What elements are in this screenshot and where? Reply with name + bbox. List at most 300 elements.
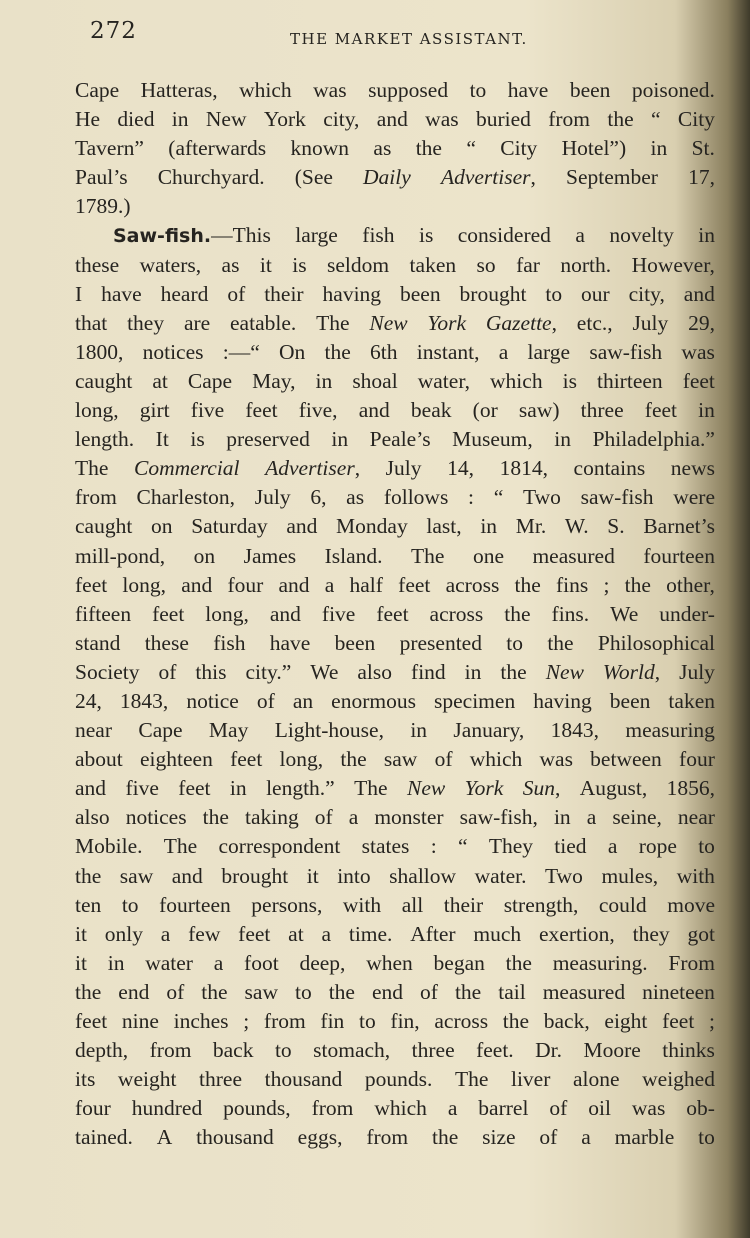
word: considered (457, 223, 551, 248)
word: a (498, 339, 509, 364)
word: to (506, 630, 524, 655)
word: four (75, 1096, 111, 1121)
text-line (75, 483, 715, 512)
text-line (75, 716, 715, 745)
word: weight (117, 1067, 177, 1092)
word: New (406, 776, 446, 801)
word: in (650, 136, 668, 161)
word: May (208, 718, 249, 743)
word: Saturday (191, 514, 268, 539)
word: to (698, 834, 715, 859)
word: enormous (331, 688, 416, 713)
text-line (75, 163, 715, 192)
word: from (548, 107, 591, 132)
word: from (149, 1038, 192, 1063)
text-line (75, 658, 715, 687)
word: (afterwards (168, 136, 267, 161)
word: On (279, 339, 306, 364)
word: which (374, 1096, 427, 1121)
word: saw) (518, 398, 560, 423)
word: of (256, 688, 275, 713)
word: New (545, 659, 584, 684)
word: York (464, 776, 504, 801)
word: stand (75, 630, 121, 655)
word: large (527, 339, 571, 364)
word: strength, (503, 892, 579, 917)
word: the (328, 979, 355, 1004)
word: a (324, 572, 335, 597)
word: The (354, 776, 388, 801)
word: have (269, 630, 311, 655)
word: have (101, 281, 142, 306)
word: the (75, 863, 102, 888)
word: July (679, 659, 715, 684)
word: depth, (75, 1038, 129, 1063)
word: and (269, 601, 301, 626)
word: the (201, 979, 228, 1004)
word: correspondent (218, 834, 341, 859)
word: feet (75, 572, 108, 597)
word: eatable. (230, 310, 297, 335)
word: 1789.) (75, 194, 131, 219)
word: having (533, 688, 592, 713)
word: 6, (310, 485, 327, 510)
word: supposed (368, 78, 449, 102)
word: been (400, 281, 441, 306)
text-line (75, 338, 715, 367)
word: 24, (75, 688, 102, 713)
word: back, (543, 1009, 590, 1033)
word: it (75, 921, 87, 946)
word: large (295, 223, 338, 248)
word: Peale’s (369, 427, 431, 452)
word: fourteen (643, 543, 715, 568)
word: five (125, 776, 159, 801)
word: tail (498, 979, 526, 1004)
word: in (698, 398, 715, 423)
word: could (598, 892, 647, 917)
text-line (75, 745, 715, 774)
text-line (75, 1065, 715, 1094)
word: to (274, 1038, 292, 1063)
word: beak (410, 398, 452, 423)
text-line (75, 1123, 715, 1152)
word: long, (122, 572, 167, 597)
text-line (75, 832, 715, 861)
word: about (75, 747, 123, 772)
word: 1814, (499, 456, 548, 481)
text-line (75, 309, 715, 338)
word: feet (682, 368, 715, 393)
word: eighteen (140, 747, 213, 772)
word: The (411, 543, 445, 568)
word: on (193, 543, 216, 568)
word: Churchyard. (157, 165, 265, 190)
word: saw-fish (589, 339, 663, 364)
word: New (369, 310, 408, 335)
word: known (290, 136, 350, 161)
word: in (480, 514, 498, 539)
word: Cape (75, 78, 120, 102)
word: fish (213, 630, 246, 655)
word: From (668, 950, 715, 975)
word: is (292, 252, 307, 277)
word: in (464, 659, 482, 684)
word: as (346, 485, 365, 510)
word: feet (398, 572, 431, 597)
word: Light-house, (274, 718, 384, 743)
word: buried (475, 107, 531, 132)
word: the (504, 601, 531, 626)
word: We (310, 659, 339, 684)
word: measuring. (552, 950, 648, 975)
word: at (152, 368, 168, 393)
word: feet (230, 747, 263, 772)
text-line (75, 76, 715, 105)
word: specimen (434, 688, 516, 713)
word: : (468, 485, 475, 510)
word: exertion, (538, 921, 615, 946)
word: caught (75, 514, 133, 539)
word: ob- (686, 1096, 715, 1121)
word: length.” (266, 776, 335, 801)
word: instant, (416, 339, 480, 364)
word: was (313, 78, 347, 102)
text-line (75, 454, 715, 483)
word: an (292, 688, 314, 713)
word: a (348, 805, 359, 830)
text-line (75, 280, 715, 309)
word: feet (644, 398, 678, 423)
word: got (687, 921, 715, 946)
word: Mobile. (75, 834, 143, 859)
word: long, (75, 398, 119, 423)
word: ; (243, 1009, 250, 1033)
word: are (183, 310, 211, 335)
word: Barnet’s (643, 514, 715, 539)
word: have (507, 78, 549, 102)
word: size (482, 1125, 516, 1150)
word: the (340, 747, 367, 772)
word: brought (459, 281, 527, 306)
word: was (681, 339, 715, 364)
word: Hatteras, (140, 78, 218, 102)
word: also (75, 805, 110, 830)
word: We (610, 601, 639, 626)
word: Philadelphia.” (592, 427, 715, 452)
word: the (505, 950, 532, 975)
word: (or (472, 398, 498, 423)
word: feet (376, 601, 409, 626)
word: Saw-fish.—This (113, 223, 271, 248)
word: 1856, (666, 776, 715, 801)
word: deep, (299, 950, 346, 975)
word: last, (426, 514, 462, 539)
word: time. (348, 921, 393, 946)
word: oil (588, 1096, 611, 1121)
word: Philosophical (597, 630, 715, 655)
word: taking (244, 805, 299, 830)
word: a (607, 834, 618, 859)
word: The (454, 1067, 489, 1092)
word: these (144, 630, 189, 655)
word: inches (173, 1009, 229, 1033)
word: as (221, 252, 240, 277)
word: end (371, 979, 404, 1004)
word: which (239, 78, 292, 102)
word: across (429, 601, 484, 626)
word: tained. (75, 1125, 133, 1150)
word: York (263, 107, 306, 132)
word: five, (298, 398, 338, 423)
word: rope (638, 834, 677, 859)
word: waters, (139, 252, 202, 277)
word: five (190, 398, 225, 423)
word: of (158, 659, 177, 684)
word: pounds, (223, 1096, 291, 1121)
word: this (195, 659, 227, 684)
body-text (75, 76, 715, 1152)
word: been (334, 630, 376, 655)
word: the (607, 107, 634, 132)
word: the (547, 630, 574, 655)
word: one (472, 543, 504, 568)
word: long, (205, 601, 249, 626)
word: follows (383, 485, 449, 510)
word: so (476, 252, 496, 277)
word: long, (279, 747, 324, 772)
word: 17, (688, 165, 715, 190)
word: nine (121, 1009, 159, 1033)
word: notices (142, 339, 204, 364)
word: Cape (138, 718, 183, 743)
word: to (358, 1009, 376, 1033)
word: a (575, 223, 585, 248)
word: The (75, 456, 109, 481)
word: However, (631, 252, 715, 277)
word: find (411, 659, 446, 684)
word: liver (510, 1067, 551, 1092)
word: caught (75, 368, 133, 393)
word: 1800, (75, 339, 124, 364)
word: Commercial (134, 456, 240, 481)
word: notices (125, 805, 187, 830)
text-line (75, 774, 715, 803)
word: stomach, (313, 1038, 391, 1063)
word: marble (614, 1125, 675, 1150)
word: saw-fish, (459, 805, 538, 830)
word: novelty (609, 223, 674, 248)
word: July (254, 485, 291, 510)
word: City (500, 136, 538, 161)
word: ; (603, 572, 610, 597)
word: mill-pond, (75, 543, 166, 568)
word: They (488, 834, 533, 859)
word: a (321, 921, 332, 946)
word: S. (607, 514, 625, 539)
word: of (227, 281, 246, 306)
word: to (698, 1125, 715, 1150)
word: persons, (251, 892, 323, 917)
word: between (590, 747, 662, 772)
word: Two (523, 485, 561, 510)
word: in (554, 427, 572, 452)
word: A (156, 1125, 173, 1150)
word: York (427, 310, 467, 335)
word: news (670, 456, 715, 481)
word: their (264, 281, 304, 306)
word: into (337, 863, 371, 888)
word: nineteen (642, 979, 715, 1004)
word: barrel (478, 1096, 529, 1121)
word: girt (139, 398, 170, 423)
word: city, (323, 107, 360, 132)
word: they (632, 921, 670, 946)
word: from (75, 485, 117, 510)
word: 14, (447, 456, 474, 481)
word: January, (453, 718, 525, 743)
word: the (454, 979, 482, 1004)
word: and (171, 863, 203, 888)
word: fin, (390, 1009, 420, 1033)
word: thirteen (596, 368, 663, 393)
word: Paul’s (75, 165, 128, 190)
word: and (376, 107, 408, 132)
word: shoal (352, 368, 398, 393)
word: hundred (131, 1096, 203, 1121)
subheading: Saw-fish. (113, 225, 212, 248)
word: the (415, 136, 442, 161)
word: Museum, (452, 427, 533, 452)
word: is (190, 427, 205, 452)
word: weighed (642, 1067, 715, 1092)
word: and (278, 572, 310, 597)
word: and (181, 572, 213, 597)
text-line (75, 134, 715, 163)
word: their (443, 892, 484, 917)
word: having (322, 281, 382, 306)
word: across (434, 1009, 489, 1033)
word: also (357, 659, 393, 684)
word: Daily (363, 165, 411, 190)
word: the (431, 1125, 459, 1150)
word: 1843, (550, 718, 599, 743)
word: to (469, 78, 487, 102)
word: under- (659, 601, 715, 626)
text-line (75, 425, 715, 454)
word: measured (542, 979, 626, 1004)
word: and (286, 514, 318, 539)
word: July (385, 456, 422, 481)
word: the (500, 659, 527, 684)
word: City (677, 107, 715, 132)
word: of (166, 979, 185, 1004)
word: fin (320, 1009, 345, 1033)
word: city, (628, 281, 665, 306)
word: been (569, 78, 611, 102)
word: and (75, 776, 107, 801)
word: measured (532, 543, 615, 568)
word: Dr. (535, 1038, 563, 1063)
word: in (171, 107, 189, 132)
word: July (632, 310, 669, 335)
word: ten (75, 892, 102, 917)
word: they (127, 310, 165, 335)
word: in (410, 718, 428, 743)
word: mules, (601, 863, 659, 888)
word: thousand (196, 1125, 274, 1150)
word: which (490, 368, 543, 393)
word: feet. (476, 1038, 514, 1063)
word: in (331, 427, 349, 452)
word: August, (579, 776, 648, 801)
word: of (314, 805, 333, 830)
word: poisoned. (631, 78, 715, 102)
word: Society (75, 659, 140, 684)
word: been (609, 688, 651, 713)
text-line (75, 803, 715, 832)
word: etc., (576, 310, 613, 335)
word: with (342, 892, 382, 917)
word: heard (160, 281, 209, 306)
word: I (75, 281, 83, 306)
word: “ (466, 136, 476, 161)
word: preserved (226, 427, 310, 452)
word: September (566, 165, 658, 190)
word: After (410, 921, 456, 946)
word: with (676, 863, 715, 888)
word: back (212, 1038, 254, 1063)
word: much (473, 921, 522, 946)
word: ; (709, 1009, 715, 1033)
text-line (75, 862, 715, 891)
text-line (75, 891, 715, 920)
word: to (294, 979, 312, 1004)
word: Sun, (522, 776, 561, 801)
word: three (199, 1067, 243, 1092)
word: measuring (625, 718, 715, 743)
word: alone (572, 1067, 620, 1092)
word: states (361, 834, 410, 859)
word: it (75, 950, 87, 975)
word: fourteen (159, 892, 231, 917)
text-line (75, 1036, 715, 1065)
word: Moore (583, 1038, 641, 1063)
text-line (75, 949, 715, 978)
word: Two (545, 863, 583, 888)
word: brought (221, 863, 289, 888)
word: The (316, 310, 350, 335)
word: Cape (187, 368, 233, 393)
word: city.” (245, 659, 292, 684)
word: It (155, 427, 169, 452)
page-number: 272 (90, 18, 137, 44)
running-title: THE MARKET ASSISTANT. (290, 30, 528, 48)
word: fish (362, 223, 395, 248)
word: length. (75, 427, 135, 452)
word: a (213, 950, 224, 975)
word: water. (474, 863, 527, 888)
word: thinks (662, 1038, 715, 1063)
word: water, (417, 368, 470, 393)
word: three (411, 1038, 455, 1063)
text-line (75, 396, 715, 425)
text-line (75, 1094, 715, 1123)
word: Charleston, (136, 485, 236, 510)
word: of (420, 979, 438, 1004)
word: presented (399, 630, 482, 655)
word: notice (186, 688, 239, 713)
